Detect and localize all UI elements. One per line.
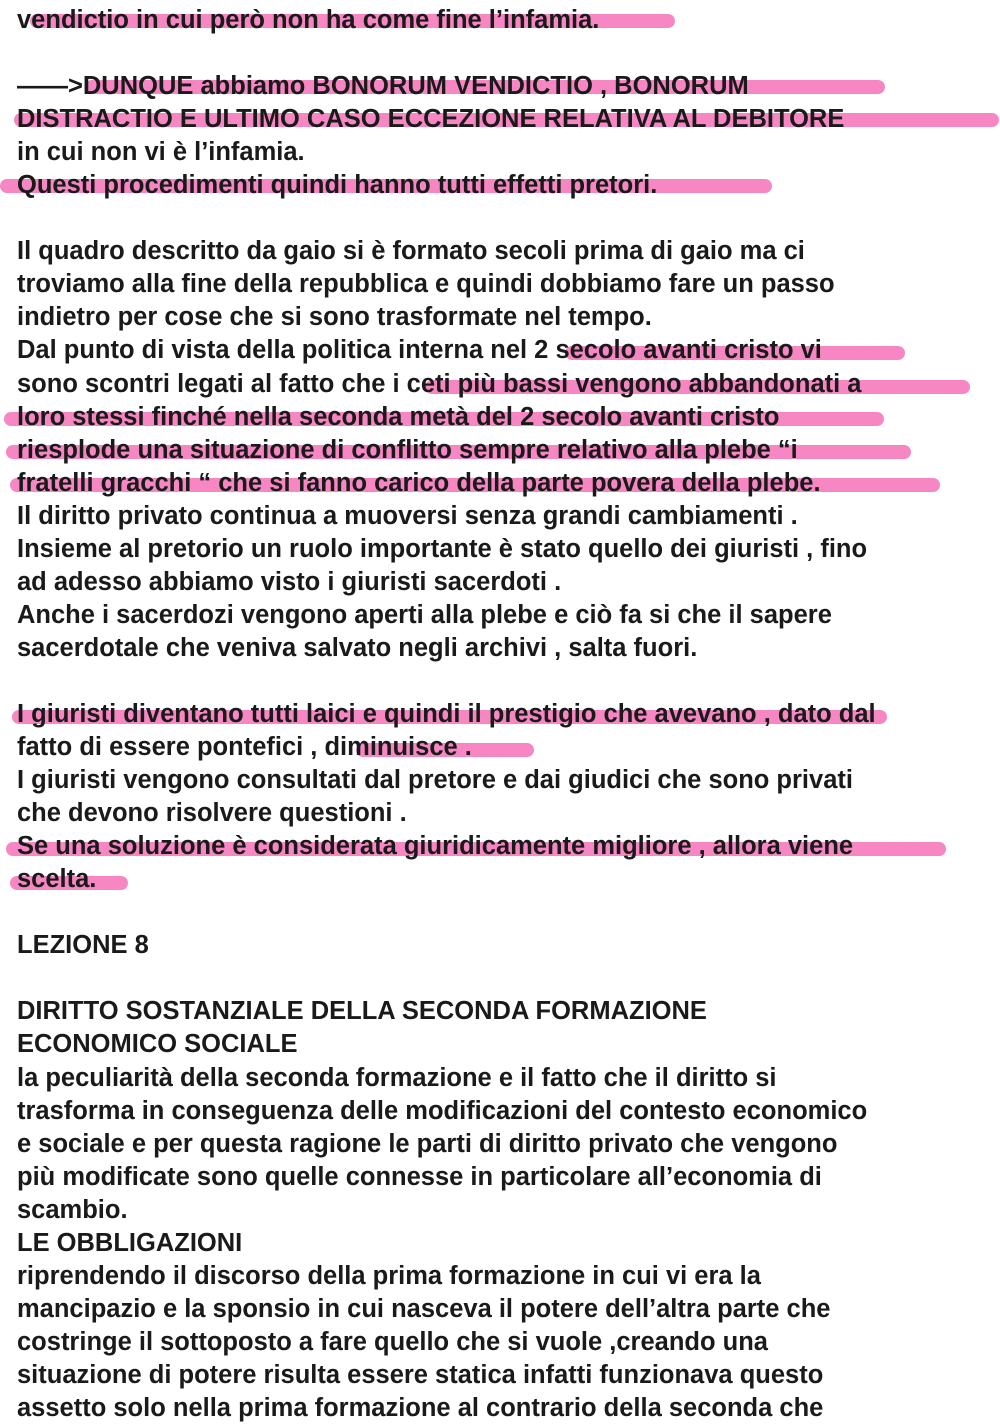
text-line: troviamo alla fine della repubblica e quindi dobbiamo fare un passo bbox=[17, 270, 835, 299]
text-line: la peculiarità della seconda formazione e il fatto che il diritto si bbox=[17, 1063, 777, 1092]
blank-line bbox=[17, 896, 992, 929]
text-line: I giuristi diventano tutti laici e quindi il prestigio che avevano , dato dal bbox=[17, 699, 876, 728]
text-line: loro stessi finché nella seconda metà del 2 secolo avanti cristo bbox=[17, 402, 780, 431]
text-line: indietro per cose che si sono trasformate nel tempo. bbox=[17, 303, 652, 332]
text-line: vendictio in cui però non ha come fine l’infamia. bbox=[17, 6, 600, 34]
text-line: DIRITTO SOSTANZIALE DELLA SECONDA FORMAZIONE bbox=[17, 997, 707, 1026]
text-line: Il quadro descritto da gaio si è formato secoli prima di gaio ma ci bbox=[17, 237, 805, 266]
text-line: scelta. bbox=[17, 865, 97, 894]
text-line: in cui non vi è l’infamia. bbox=[17, 138, 305, 167]
text-line: fratelli gracchi “ che si fanno carico della parte povera della plebe. bbox=[17, 468, 821, 497]
blank-line bbox=[17, 962, 992, 995]
blank-line bbox=[17, 202, 992, 235]
text-line: riesplode una situazione di conflitto sempre relativo alla plebe “i bbox=[17, 435, 798, 464]
text-line: Dal punto di vista della politica interna nel 2 secolo avanti cristo vi bbox=[17, 336, 822, 365]
text-line: ——>DUNQUE abbiamo BONORUM VENDICTIO , BONORUM bbox=[17, 72, 749, 101]
text-line: e sociale e per questa ragione le parti di diritto privato che vengono bbox=[17, 1129, 838, 1158]
text-line: situazione di potere risulta essere statica infatti funzionava questo bbox=[17, 1360, 824, 1389]
text-line: scambio. bbox=[17, 1195, 128, 1224]
text-line: Anche i sacerdozi vengono aperti alla plebe e ciò fa si che il sapere bbox=[17, 600, 832, 629]
text-line: Insieme al pretorio un ruolo importante è stato quello dei giuristi , fino bbox=[17, 534, 868, 563]
text-line: più modificate sono quelle connesse in particolare all’economia di bbox=[17, 1162, 822, 1191]
text-line: Il diritto privato continua a muoversi senza grandi cambiamenti . bbox=[17, 501, 798, 530]
text-line: DISTRACTIO E ULTIMO CASO ECCEZIONE RELATIVA AL DEBITORE bbox=[17, 105, 845, 134]
text-line: Se una soluzione è considerata giuridicamente migliore , allora viene bbox=[17, 832, 854, 861]
text-line: ECONOMICO SOCIALE bbox=[17, 1030, 298, 1059]
text-line: sono scontri legati al fatto che i ceti più bassi vengono abbandonati a bbox=[17, 369, 862, 398]
text-line: che devono risolvere questioni . bbox=[17, 799, 407, 828]
text-line: trasforma in conseguenza delle modificazioni del contesto economico bbox=[17, 1096, 868, 1125]
text-line: ad adesso abbiamo visto i giuristi sacerdoti . bbox=[17, 567, 562, 596]
text-line: riprendendo il discorso della prima formazione in cui vi era la bbox=[17, 1261, 761, 1290]
text-line: assetto solo nella prima formazione al contrario della seconda che bbox=[17, 1393, 824, 1422]
blank-line bbox=[17, 665, 992, 698]
text-line: LEZIONE 8 bbox=[17, 931, 149, 960]
text-line: Questi procedimenti quindi hanno tutti effetti pretori. bbox=[17, 171, 658, 200]
text-line: I giuristi vengono consultati dal pretore e dai giudici che sono privati bbox=[17, 766, 853, 795]
blank-line bbox=[17, 37, 992, 70]
text-line: mancipazio e la sponsio in cui nasceva il potere dell’altra parte che bbox=[17, 1294, 831, 1323]
document-text bbox=[17, 4, 992, 1425]
text-line: LE OBBLIGAZIONI bbox=[17, 1228, 243, 1257]
text-line: costringe il sottoposto a fare quello che si vuole ,creando una bbox=[17, 1327, 768, 1356]
text-line: sacerdotale che veniva salvato negli archivi , salta fuori. bbox=[17, 633, 698, 662]
text-line: fatto di essere pontefici , diminuisce . bbox=[17, 733, 472, 762]
